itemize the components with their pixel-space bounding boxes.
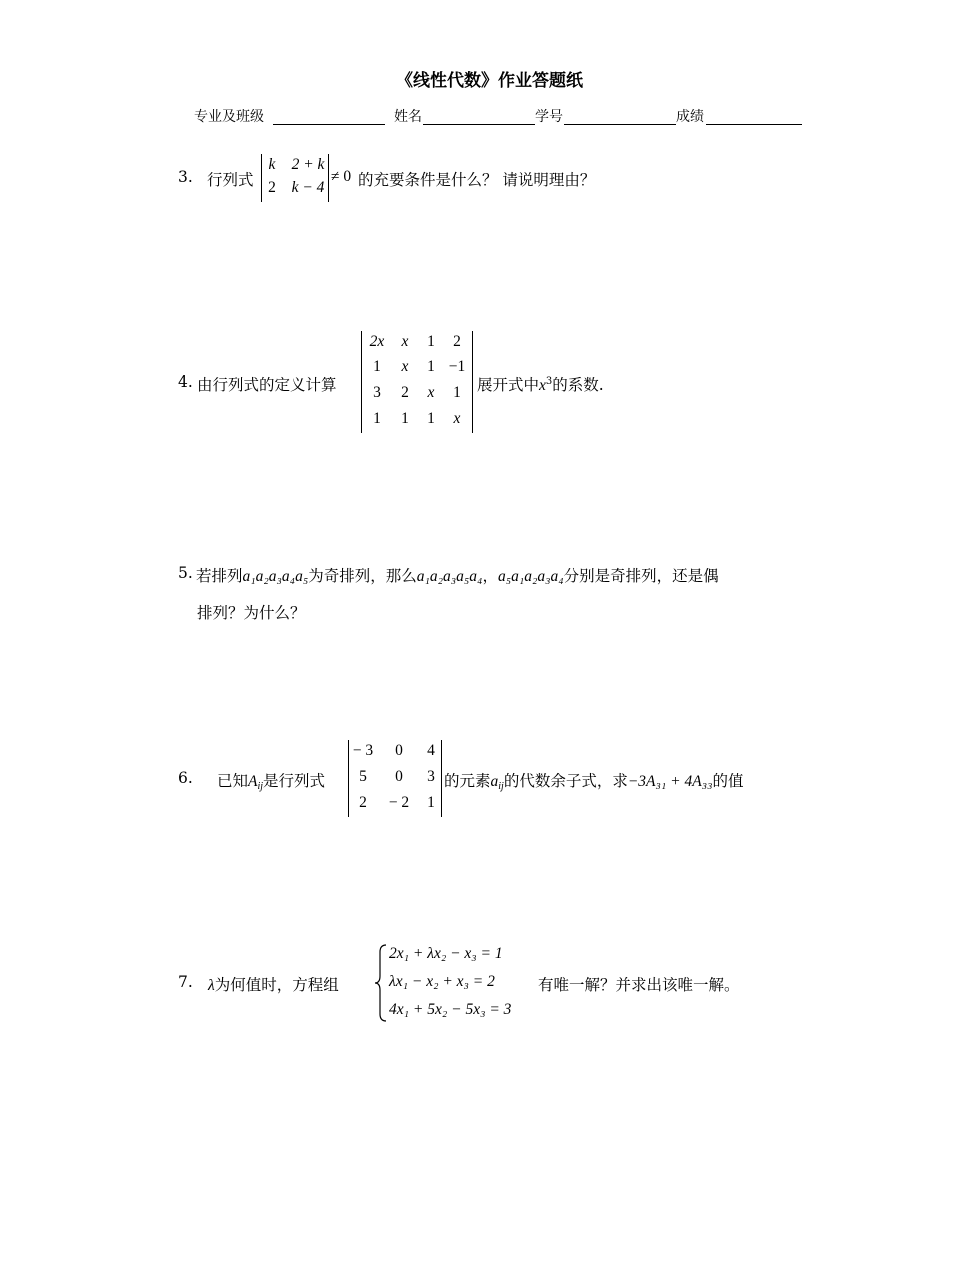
name-field[interactable]	[423, 124, 535, 125]
text-fragment: 已知	[217, 772, 249, 790]
matrix-cell: − 3	[352, 742, 374, 759]
variable-x: x	[539, 377, 546, 394]
matrix-cell: 1	[427, 794, 435, 811]
matrix-cell: 5	[359, 768, 367, 785]
matrix-cell: 3	[427, 768, 435, 785]
matrix-cell: − 2	[388, 794, 410, 811]
text-fragment: 是行列式	[263, 772, 326, 790]
permutation: a₁a₂a₃a₄a₅	[242, 568, 309, 585]
determinant	[361, 331, 473, 433]
cofactor-symbol: A	[248, 773, 258, 790]
left-brace-icon	[374, 944, 388, 1022]
matrix-cell: 2	[453, 333, 461, 350]
not-equal-zero: ≠ 0	[331, 168, 352, 185]
major-field[interactable]	[273, 124, 385, 125]
question-number: 6.	[178, 769, 193, 787]
permutation: a₅a₁a₂a₃a₄	[497, 568, 564, 585]
question-number: 4.	[178, 373, 193, 391]
text-fragment: 分别是奇排列，还是偶	[563, 567, 719, 585]
text-fragment: 的代数余子式，求	[503, 772, 628, 790]
equation: 2x₁ + λx₂ − x₃ = 1	[389, 945, 503, 962]
matrix-cell: −1	[448, 358, 466, 375]
matrix-cell: 0	[395, 768, 403, 785]
expression: −3A₃₁ + 4A₃₃	[627, 773, 713, 790]
matrix-cell: k − 4	[291, 179, 325, 196]
equation: λx₁ − x₂ + x₃ = 2	[389, 973, 495, 990]
element-symbol: a	[490, 773, 499, 790]
score-label: 成绩	[676, 109, 704, 125]
question-text: 由行列式的定义计算	[197, 376, 337, 394]
question-text	[217, 769, 325, 792]
question-text: 的充要条件是什么？ 请说明理由？	[358, 171, 596, 189]
matrix-cell: 0	[395, 742, 403, 759]
question-text	[444, 769, 744, 792]
student-id-label: 学号	[535, 109, 563, 125]
lambda-symbol: λ	[208, 977, 215, 994]
major-label: 专业及班级	[194, 109, 264, 125]
matrix-cell: 2	[401, 384, 409, 401]
score-field[interactable]	[706, 124, 802, 125]
text-fragment: 的元素	[444, 772, 491, 790]
text-fragment: 的系数.	[552, 376, 604, 394]
subscript: ij	[257, 781, 264, 792]
question-number: 5.	[178, 564, 193, 582]
exponent: 3	[545, 376, 553, 387]
question-text	[196, 564, 719, 586]
matrix-cell: 1	[427, 358, 435, 375]
text-fragment: ，	[482, 567, 498, 585]
page-title: 《线性代数》作业答题纸	[396, 71, 583, 91]
matrix-cell: 1	[373, 358, 381, 375]
matrix-cell: 3	[373, 384, 381, 401]
text-fragment: 为奇排列，那么	[308, 567, 417, 585]
subscript: ij	[498, 781, 504, 792]
question-text	[477, 373, 604, 395]
matrix-cell: k	[268, 156, 276, 173]
question-text	[208, 973, 339, 995]
matrix-cell: 1	[401, 410, 409, 427]
matrix-cell: 1	[427, 333, 435, 350]
matrix-cell: 1	[427, 410, 435, 427]
question-text-line2: 排列？为什么？	[197, 604, 306, 622]
matrix-cell: 2	[359, 794, 367, 811]
matrix-cell: 2x	[369, 333, 385, 350]
text-fragment: 若排列	[196, 567, 243, 585]
matrix-cell: x	[401, 333, 409, 350]
matrix-cell: 4	[427, 742, 435, 759]
text-fragment: 展开式中	[477, 376, 540, 394]
equation: 4x₁ + 5x₂ − 5x₃ = 3	[389, 1001, 512, 1018]
determinant	[348, 740, 442, 817]
student-id-field[interactable]	[564, 124, 676, 125]
question-text: 有唯一解？并求出该唯一解。	[538, 976, 740, 994]
question-number: 3.	[178, 168, 193, 186]
matrix-cell: 1	[373, 410, 381, 427]
name-label: 姓名	[394, 109, 422, 125]
matrix-cell: 2 + k	[291, 156, 325, 173]
text-fragment: 为何值时，方程组	[214, 976, 339, 994]
permutation: a₁a₂a₃a₅a₄	[416, 568, 483, 585]
matrix-cell: x	[453, 410, 461, 427]
question-number: 7.	[178, 973, 193, 991]
question-text: 行列式	[207, 171, 254, 189]
matrix-cell: 1	[453, 384, 461, 401]
text-fragment: 的值	[712, 772, 744, 790]
determinant	[261, 154, 329, 202]
matrix-cell: x	[427, 384, 435, 401]
matrix-cell: x	[401, 358, 409, 375]
matrix-cell: 2	[268, 179, 276, 196]
